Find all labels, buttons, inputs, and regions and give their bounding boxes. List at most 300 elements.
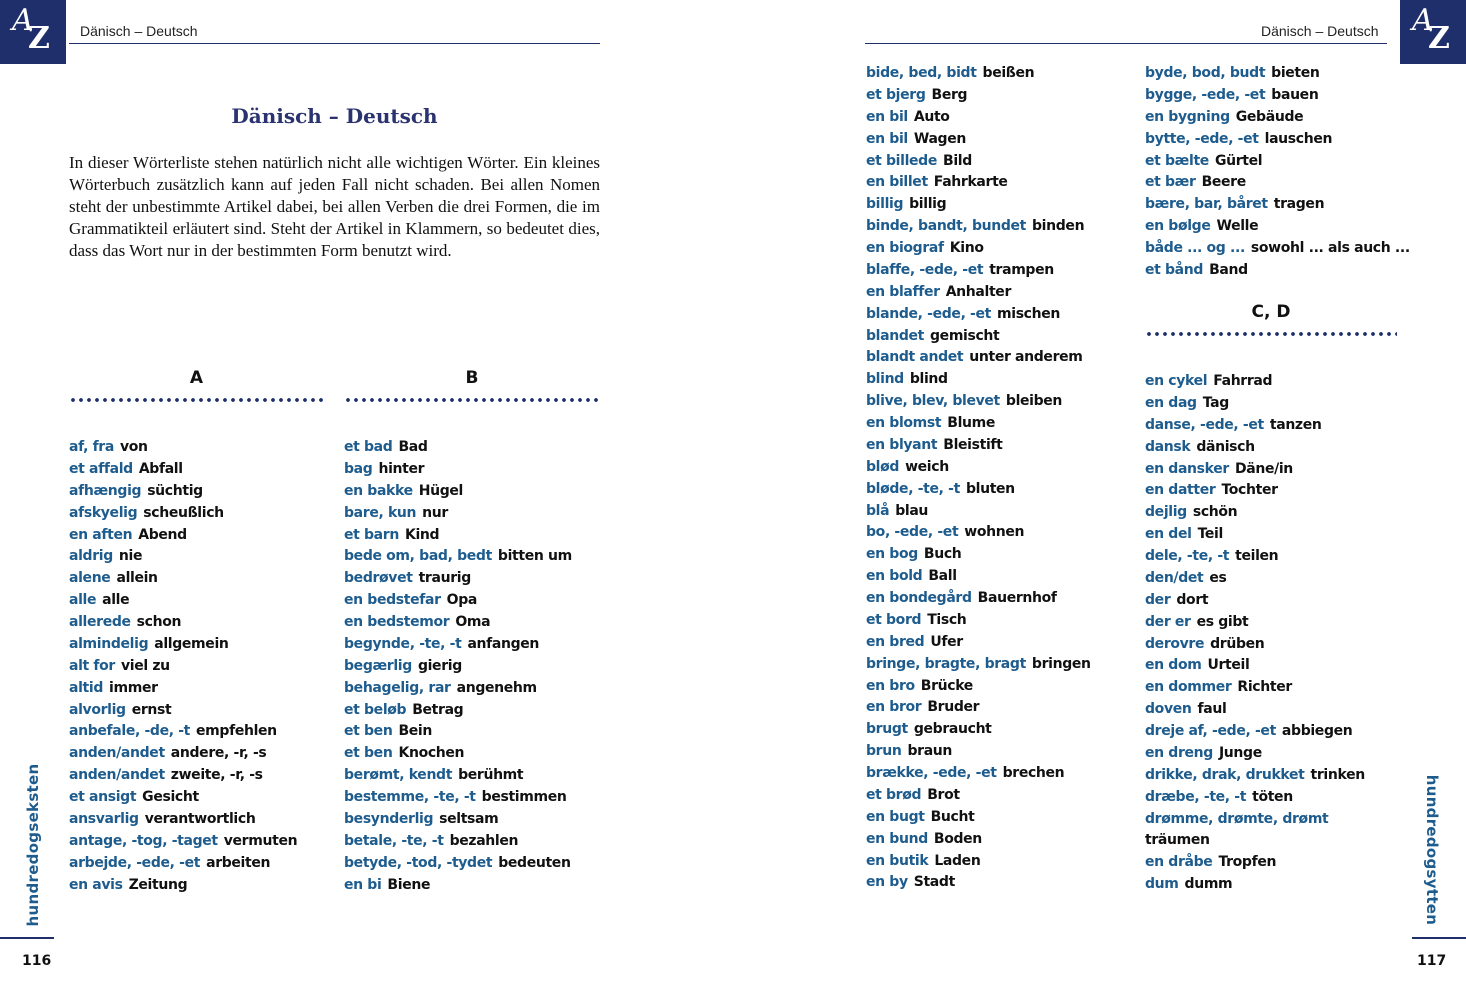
danish-term: en butik [866, 852, 929, 869]
german-translation: Urteil [1207, 657, 1250, 674]
german-translation: Gürtel [1214, 152, 1263, 169]
danish-term: berømt, kendt [344, 767, 453, 784]
danish-term: der [1145, 591, 1171, 608]
list-item [1145, 830, 1365, 852]
list-item [1145, 765, 1365, 787]
danish-term: blandt andet [866, 349, 964, 366]
german-translation: wohnen [964, 524, 1025, 541]
danish-term: et billede [866, 152, 937, 169]
german-translation: bluten [965, 480, 1015, 497]
danish-term: bede om, bad, bedt [344, 548, 492, 565]
list-item [866, 719, 1091, 741]
list-item [69, 568, 297, 590]
danish-term: ansvarlig [69, 810, 139, 827]
danish-term: en bog [866, 546, 918, 563]
german-translation: Tag [1202, 394, 1229, 411]
german-translation: anfangen [467, 635, 540, 652]
list-item [1145, 874, 1365, 896]
german-translation: trampen [989, 261, 1054, 278]
danish-term: alvorlig [69, 701, 126, 718]
german-translation: allgemein [154, 635, 229, 652]
list-item [69, 721, 297, 743]
danish-term: arbejde, -ede, -et [69, 854, 201, 871]
list-item [344, 809, 572, 831]
german-translation: Brot [927, 786, 960, 803]
danish-term: en biograf [866, 240, 944, 256]
danish-term: et bær [1145, 174, 1196, 191]
list-item [1145, 459, 1365, 481]
list-item [1145, 634, 1365, 656]
list-item [866, 63, 1091, 85]
german-translation: Biene [387, 876, 431, 893]
german-translation: gemischt [930, 327, 1000, 344]
danish-term: behagelig, rar [344, 679, 451, 696]
danish-term: en bund [866, 830, 928, 847]
danish-term: alle [69, 592, 97, 609]
danish-term: en dråbe [1145, 854, 1213, 871]
list-item [69, 481, 297, 503]
list-item [1145, 612, 1365, 634]
list-item [69, 743, 297, 765]
german-translation: mischen [997, 305, 1061, 322]
german-translation: Ufer [930, 633, 963, 650]
danish-term: dræbe, -te, -t [1145, 788, 1247, 805]
danish-term: en blomst [866, 415, 942, 431]
danish-term: afhængig [69, 482, 142, 499]
list-item [866, 282, 1091, 304]
list-item [866, 85, 1091, 107]
german-translation: seltsam [439, 810, 499, 827]
list-item [1145, 393, 1365, 415]
german-translation: süchtig [147, 482, 203, 499]
list-item [866, 129, 1091, 151]
az-logo-icon [1400, 0, 1466, 64]
danish-term: et barn [344, 526, 399, 543]
list-item [1145, 415, 1365, 437]
danish-term: et bad [344, 439, 393, 455]
list-item [344, 853, 572, 875]
danish-term: et affald [69, 460, 133, 477]
german-translation: bestimmen [481, 789, 567, 805]
danish-term: dreje af, -ede, -et [1145, 723, 1276, 739]
danish-term: en datter [1145, 482, 1216, 499]
german-translation: Bauernhof [977, 590, 1057, 606]
list-item [69, 853, 297, 875]
danish-term: en del [1145, 526, 1192, 543]
letter-heading-a: A [189, 368, 204, 388]
german-translation: Stadt [913, 874, 955, 891]
german-translation: tragen [1273, 196, 1325, 213]
list-item [1145, 699, 1365, 721]
danish-term: brække, -ede, -et [866, 765, 997, 781]
list-item [344, 612, 572, 634]
danish-term: en bil [866, 108, 908, 125]
german-translation: Knochen [398, 745, 465, 762]
danish-term: en bølge [1145, 218, 1211, 235]
danish-term: en by [866, 874, 908, 891]
danish-term: en avis [69, 876, 123, 893]
list-item [69, 787, 297, 809]
german-translation: blind [909, 371, 948, 388]
danish-term: aldrig [69, 548, 113, 565]
letter-heading-b: B [465, 368, 479, 388]
danish-term: en dansker [1145, 460, 1229, 477]
list-item [344, 831, 572, 853]
list-item [69, 546, 297, 568]
danish-term: blind [866, 371, 904, 388]
german-translation: Bild [943, 152, 972, 169]
list-item [866, 304, 1091, 326]
german-translation: träumen [1145, 832, 1210, 849]
danish-term: drømme, drømte, drømt [1145, 810, 1329, 827]
danish-term: alt for [69, 657, 115, 674]
german-translation: binden [1032, 218, 1085, 235]
danish-term: blød [866, 458, 900, 475]
danish-term: danse, -ede, -et [1145, 416, 1264, 433]
danish-term: blaffe, -ede, -et [866, 261, 984, 278]
list-item [1145, 172, 1410, 194]
list-item [69, 590, 297, 612]
list-item [866, 260, 1091, 282]
german-translation: bitten um [497, 548, 572, 565]
page-number: 116 [22, 953, 52, 969]
list-item [866, 588, 1091, 610]
list-item [1145, 743, 1365, 765]
word-list-b [344, 437, 572, 896]
german-translation: von [119, 439, 148, 455]
danish-term: en blaffer [866, 283, 940, 300]
list-item [1145, 437, 1365, 459]
list-item [1145, 216, 1410, 238]
list-item [1145, 129, 1410, 151]
danish-term: dansk [1145, 438, 1191, 455]
list-item [866, 566, 1091, 588]
list-item [69, 525, 297, 547]
header-rule [865, 43, 1387, 44]
list-item [1145, 852, 1365, 874]
german-translation: Opa [446, 592, 477, 609]
danish-term: en bedstemor [344, 614, 450, 630]
german-translation: empfehlen [196, 723, 277, 740]
logo-letter-a: A [1412, 3, 1434, 38]
german-translation: bleiben [1005, 393, 1063, 410]
list-item [866, 413, 1091, 435]
list-item [866, 457, 1091, 479]
german-translation: abbiegen [1281, 723, 1353, 739]
list-item [344, 481, 572, 503]
danish-term: et bord [866, 611, 922, 628]
danish-term: der er [1145, 613, 1191, 630]
danish-term: altid [69, 679, 104, 696]
danish-term: betale, -te, -t [344, 832, 444, 849]
list-item [1145, 655, 1365, 677]
list-item [866, 501, 1091, 523]
german-translation: verantwortlich [144, 810, 256, 827]
logo-letter-a: A [12, 3, 34, 38]
german-translation: bauen [1271, 86, 1319, 103]
german-translation: lauschen [1264, 130, 1333, 147]
danish-term: en bondegård [866, 590, 972, 606]
danish-term: bedrøvet [344, 570, 413, 587]
list-item [69, 831, 297, 853]
running-head: Dänisch – Deutsch [1261, 23, 1379, 39]
danish-term: et ansigt [69, 789, 137, 805]
german-translation: Gesicht [142, 789, 199, 805]
list-item [1145, 371, 1365, 393]
german-translation: Kind [404, 526, 440, 543]
german-translation: schön [1192, 504, 1238, 521]
letter-heading-cd: C, D [1251, 302, 1291, 322]
german-translation: Tisch [927, 611, 967, 628]
footer-rule [1412, 937, 1466, 939]
german-translation: Bad [398, 439, 428, 455]
list-item [1145, 85, 1410, 107]
german-translation: Laden [934, 852, 981, 869]
right-page [733, 0, 1466, 1000]
german-translation: weich [905, 458, 949, 475]
dotted-divider [69, 397, 324, 403]
german-translation: viel zu [120, 657, 170, 674]
german-translation: braun [907, 743, 953, 760]
german-translation: es gibt [1196, 613, 1249, 630]
german-translation: Beere [1201, 174, 1246, 191]
german-translation: vermuten [223, 832, 298, 849]
word-list-a [69, 437, 297, 896]
list-item [866, 851, 1091, 873]
german-translation: Anhalter [945, 283, 1011, 300]
list-item [69, 700, 297, 722]
german-translation: scheußlich [143, 504, 224, 521]
danish-term: en dag [1145, 394, 1197, 411]
german-translation: Buch [923, 546, 962, 563]
danish-term: et beløb [344, 701, 407, 718]
list-item [344, 721, 572, 743]
danish-term: brugt [866, 721, 908, 738]
german-translation: tanzen [1269, 416, 1322, 433]
danish-term: begynde, -te, -t [344, 635, 462, 652]
german-translation: zweite, -r, -s [170, 767, 263, 784]
german-translation: arbeiten [206, 854, 271, 871]
list-item [344, 437, 572, 459]
german-translation: Richter [1237, 679, 1292, 696]
list-item [344, 634, 572, 656]
german-translation: Welle [1216, 218, 1259, 235]
vertical-page-word: hundredogseksten [24, 763, 42, 927]
german-translation: faul [1197, 701, 1227, 718]
danish-term: bære, bar, båret [1145, 196, 1268, 213]
german-translation: Kino [949, 240, 984, 256]
danish-term: anbefale, -de, -t [69, 723, 191, 740]
list-item [1145, 480, 1365, 502]
german-translation: teilen [1235, 548, 1279, 564]
list-item [69, 634, 297, 656]
list-item [1145, 721, 1365, 743]
list-item [1145, 524, 1365, 546]
list-item [344, 700, 572, 722]
danish-term: besynderlig [344, 810, 434, 827]
list-item [69, 503, 297, 525]
list-item [1145, 809, 1365, 831]
danish-term: en bygning [1145, 108, 1230, 125]
header-rule [69, 43, 600, 44]
list-item [866, 632, 1091, 654]
danish-term: afskyelig [69, 504, 138, 521]
logo-letter-z: Z [1428, 21, 1450, 56]
intro-paragraph: In dieser Wörterliste stehen natürlich nicht alle wichtigen Wörter. Ein kleines Wörterbuch zusätzlich kann auf jeden Fall nicht schaden. Bei allen Nomen steht der unbestimmte Artikel dabei, bei allen Verben die drei Formen, die im Grammatikteil erläutert sind. Steht der Artikel in Klammern, so bedeutet dies, dass das Wort nur in der bestimmten Form benutzt wird. [69, 153, 600, 260]
list-item [1145, 63, 1410, 85]
danish-term: bygge, -ede, -et [1145, 86, 1266, 103]
german-translation: Bucht [930, 808, 975, 825]
list-item [866, 107, 1091, 129]
german-translation: Tochter [1221, 482, 1278, 499]
list-item [866, 544, 1091, 566]
german-translation: Zeitung [128, 876, 188, 893]
german-translation: unter anderem [969, 349, 1083, 366]
list-item [866, 479, 1091, 501]
list-item [1145, 151, 1410, 173]
danish-term: antage, -tog, -taget [69, 832, 218, 849]
danish-term: et bjerg [866, 86, 926, 103]
danish-term: bestemme, -te, -t [344, 789, 476, 805]
list-item [1145, 107, 1410, 129]
list-item [344, 875, 572, 897]
list-item [866, 741, 1091, 763]
german-translation: Blume [947, 415, 996, 431]
list-item [866, 807, 1091, 829]
danish-term: bringe, bragte, bragt [866, 655, 1026, 672]
german-translation: billig [909, 196, 947, 213]
danish-term: dele, -te, -t [1145, 548, 1230, 564]
list-item [866, 654, 1091, 676]
danish-term: af, fra [69, 439, 114, 455]
danish-term: den/det [1145, 569, 1204, 586]
list-item [866, 216, 1091, 238]
list-item [866, 369, 1091, 391]
german-translation: Abend [138, 526, 187, 543]
german-translation: Berg [931, 86, 968, 103]
list-item [344, 525, 572, 547]
german-translation: bieten [1271, 65, 1320, 81]
danish-term: bag [344, 460, 373, 477]
list-item [866, 829, 1091, 851]
german-translation: Betrag [412, 701, 464, 718]
list-item [1145, 677, 1365, 699]
list-item [344, 656, 572, 678]
page-number: 117 [1417, 953, 1447, 969]
german-translation: traurig [418, 570, 471, 587]
dotted-divider [344, 397, 600, 403]
danish-term: en bror [866, 699, 922, 716]
danish-term: blive, blev, blevet [866, 393, 1000, 410]
german-translation: gierig [417, 657, 462, 674]
danish-term: en dreng [1145, 744, 1213, 761]
word-list-b-continued [866, 63, 1091, 894]
list-item [344, 568, 572, 590]
list-item [866, 238, 1091, 260]
list-item [866, 610, 1091, 632]
list-item [344, 787, 572, 809]
danish-term: et bånd [1145, 261, 1204, 278]
german-translation: Bruder [927, 699, 980, 716]
danish-term: en cykel [1145, 373, 1208, 389]
list-item [866, 522, 1091, 544]
german-translation: sowohl ... als auch ... [1250, 240, 1410, 256]
german-translation: es [1209, 569, 1227, 586]
running-head: Dänisch – Deutsch [80, 23, 198, 39]
german-translation: hinter [378, 460, 425, 477]
danish-term: anden/andet [69, 745, 165, 762]
danish-term: binde, bandt, bundet [866, 218, 1027, 235]
german-translation: Teil [1197, 526, 1223, 543]
dotted-divider [1145, 331, 1397, 337]
word-list-b-end [1145, 63, 1410, 282]
german-translation: Brücke [920, 677, 973, 694]
list-item [344, 546, 572, 568]
german-translation: Hügel [418, 482, 463, 499]
list-item [1145, 590, 1365, 612]
german-translation: beißen [982, 65, 1035, 81]
list-item [866, 194, 1091, 216]
german-translation: Abfall [138, 460, 183, 477]
german-translation: Oma [455, 614, 491, 630]
german-translation: Junge [1218, 744, 1262, 761]
danish-term: et bælte [1145, 152, 1209, 169]
german-translation: ernst [131, 701, 172, 718]
german-translation: berühmt [458, 767, 524, 784]
list-item [1145, 260, 1410, 282]
list-item [866, 172, 1091, 194]
german-translation: Ball [928, 568, 957, 585]
danish-term: en bred [866, 633, 925, 650]
danish-term: en bil [866, 130, 908, 147]
list-item [344, 459, 572, 481]
german-translation: Bein [398, 723, 432, 740]
logo-letter-z: Z [28, 21, 50, 56]
german-translation: Tropfen [1218, 854, 1277, 871]
danish-term: derovre [1145, 635, 1205, 652]
list-item [866, 785, 1091, 807]
german-translation: Auto [913, 108, 950, 125]
danish-term: anden/andet [69, 767, 165, 784]
german-translation: schon [136, 614, 182, 630]
list-item [344, 765, 572, 787]
list-item [69, 612, 297, 634]
vertical-page-word: hundredogsytten [1423, 774, 1441, 926]
danish-term: både ... og ... [1145, 240, 1245, 256]
list-item [1145, 546, 1365, 568]
list-item [69, 437, 297, 459]
german-translation: Bleistift [943, 436, 1003, 453]
german-translation: Gebäude [1235, 108, 1304, 125]
danish-term: en bold [866, 568, 923, 585]
german-translation: bezahlen [449, 832, 519, 849]
danish-term: en billet [866, 174, 928, 191]
list-item [1145, 787, 1365, 809]
danish-term: blande, -ede, -et [866, 305, 992, 322]
list-item [344, 503, 572, 525]
list-item [1145, 238, 1410, 260]
list-item [866, 697, 1091, 719]
danish-term: bare, kun [344, 504, 417, 521]
list-item [69, 809, 297, 831]
list-item [344, 590, 572, 612]
list-item [344, 743, 572, 765]
danish-term: et ben [344, 723, 393, 740]
az-logo-icon [0, 0, 66, 64]
danish-term: bo, -ede, -et [866, 524, 959, 541]
danish-term: en dommer [1145, 679, 1232, 696]
german-translation: Boden [933, 830, 982, 847]
